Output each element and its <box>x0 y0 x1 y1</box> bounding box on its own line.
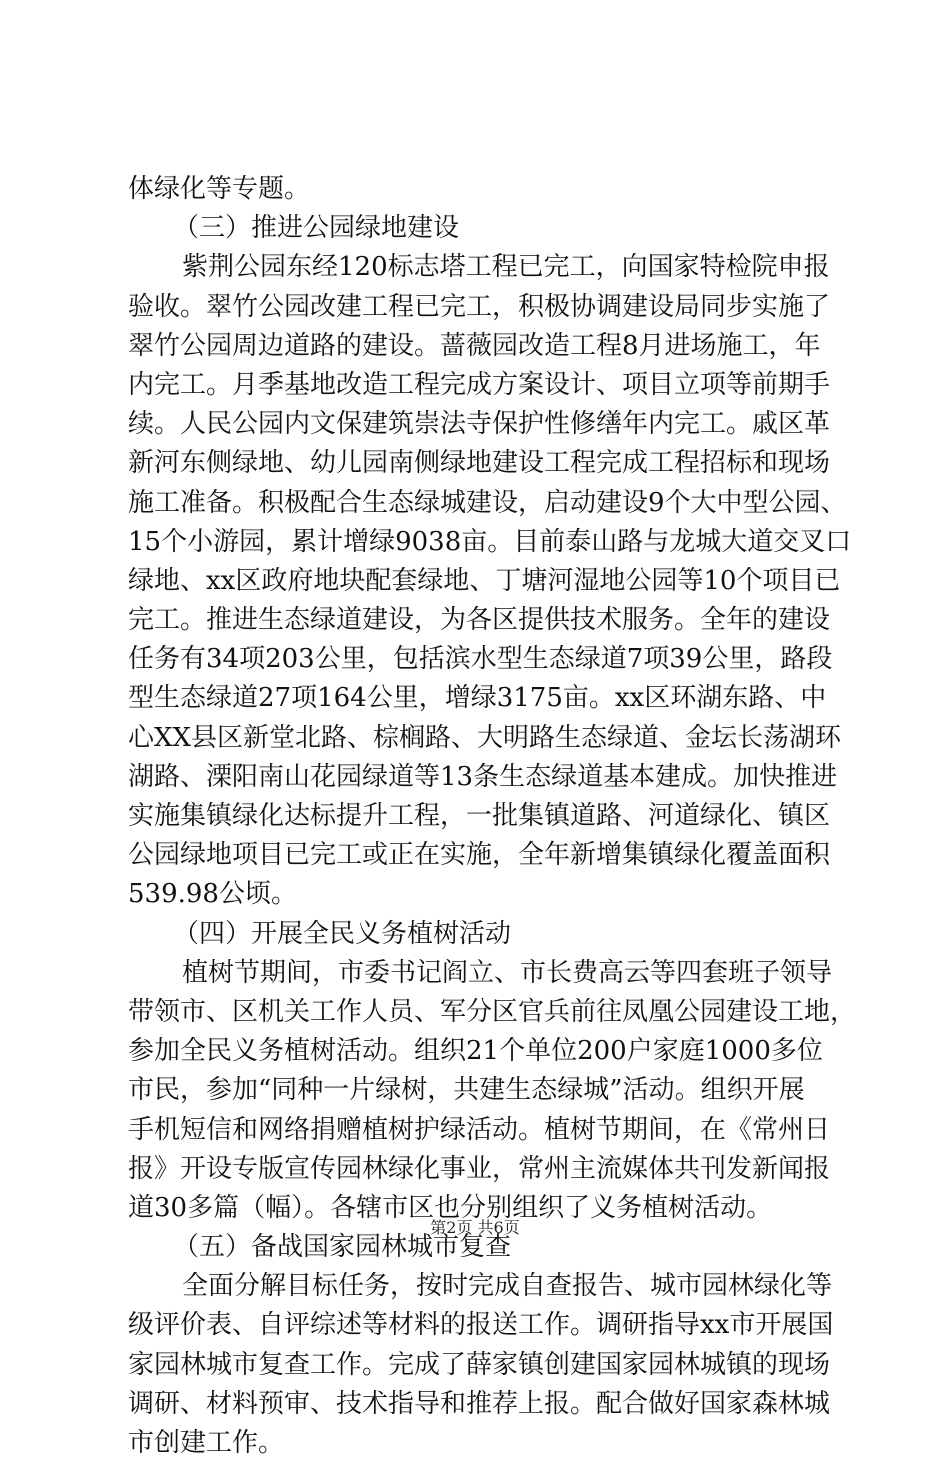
section-heading: （三）推进公园绿地建设 <box>173 213 460 244</box>
section-heading: （五）备战国家园林城市复查 <box>173 1232 512 1263</box>
document-body <box>128 170 857 1463</box>
paragraph-line: 539.98公顷。 <box>128 879 297 910</box>
paragraph-line: 内完工。月季基地改造工程完成方案设计、项目立项等前期手 <box>128 369 831 400</box>
paragraph-line: 报》开设专版宣传园林绿化事业，常州主流媒体共刊发新闻报 <box>128 1153 831 1184</box>
paragraph-line: 型生态绿道27项164公里，增绿3175亩。xx区环湖东路、中 <box>128 683 827 714</box>
paragraph-line: 级评价表、自评综述等材料的报送工作。调研指导xx市开展国 <box>128 1310 834 1341</box>
section-heading: （四）开展全民义务植树活动 <box>173 918 512 949</box>
paragraph-line: 验收。翠竹公园改建工程已完工，积极协调建设局同步实施了 <box>128 291 831 322</box>
paragraph-line: 手机短信和网络捐赠植树护绿活动。植树节期间，在《常州日 <box>128 1114 831 1145</box>
paragraph-line: 施工准备。积极配合生态绿城建设，启动建设9个大中型公园、 <box>128 487 847 518</box>
paragraph-line: 实施集镇绿化达标提升工程，一批集镇道路、河道绿化、镇区 <box>128 801 831 831</box>
paragraph-line: 新河东侧绿地、幼儿园南侧绿地建设工程完成工程招标和现场 <box>128 448 831 479</box>
paragraph-line: 道30多篇（幅）。各辖市区也分别组织了义务植树活动。 <box>128 1192 773 1223</box>
paragraph-line: 心XX县区新堂北路、棕榈路、大明路生态绿道、金坛长荡湖环 <box>128 722 842 753</box>
paragraph-line: 家园林城市复查工作。完成了薛家镇创建国家园林城镇的现场 <box>128 1349 831 1380</box>
paragraph-line: 公园绿地项目已完工或正在实施，全年新增集镇绿化覆盖面积 <box>128 840 831 871</box>
page-footer <box>0 1215 950 1238</box>
paragraph-line: 紫荆公园东经120标志塔工程已完工，向国家特检院申报 <box>182 252 830 283</box>
paragraph-line: 植树节期间，市委书记阎立、市长费高云等四套班子领导 <box>182 957 833 988</box>
paragraph-line: 市创建工作。 <box>128 1428 285 1458</box>
page-number-label: 第2页 共6页 <box>430 1218 520 1237</box>
paragraph-line: 市民，参加“同种一片绿树，共建生态绿城”活动。组织开展 <box>128 1075 805 1106</box>
paragraph-line: 完工。推进生态绿道建设，为各区提供技术服务。全年的建设 <box>128 605 831 636</box>
paragraph-line: 续。人民公园内文保建筑崇法寺保护性修缮年内完工。戚区革 <box>128 409 831 440</box>
paragraph-line: 15个小游园，累计增绿9038亩。目前泰山路与龙城大道交叉口 <box>128 526 852 557</box>
paragraph-line: 任务有34项203公里，包括滨水型生态绿道7项39公里，路段 <box>128 644 833 675</box>
paragraph-line: 湖路、溧阳南山花园绿道等13条生态绿道基本建成。加快推进 <box>128 761 838 792</box>
paragraph-line: 全面分解目标任务，按时完成自查报告、城市园林绿化等 <box>182 1271 833 1302</box>
paragraph-line: 带领市、区机关工作人员、军分区官兵前往凤凰公园建设工地， <box>128 996 857 1027</box>
paragraph-line: 绿地、xx区政府地块配套绿地、丁塘河湿地公园等10个项目已 <box>128 565 841 596</box>
paragraph-line: 参加全民义务植树活动。组织21个单位200户家庭1000多位 <box>128 1036 823 1067</box>
paragraph-line: 翠竹公园周边道路的建设。蔷薇园改造工程8月进场施工，年 <box>128 330 821 361</box>
paragraph-line: 调研、材料预审、技术指导和推荐上报。配合做好国家森林城 <box>128 1388 831 1419</box>
paragraph-line: 体绿化等专题。 <box>128 174 311 204</box>
